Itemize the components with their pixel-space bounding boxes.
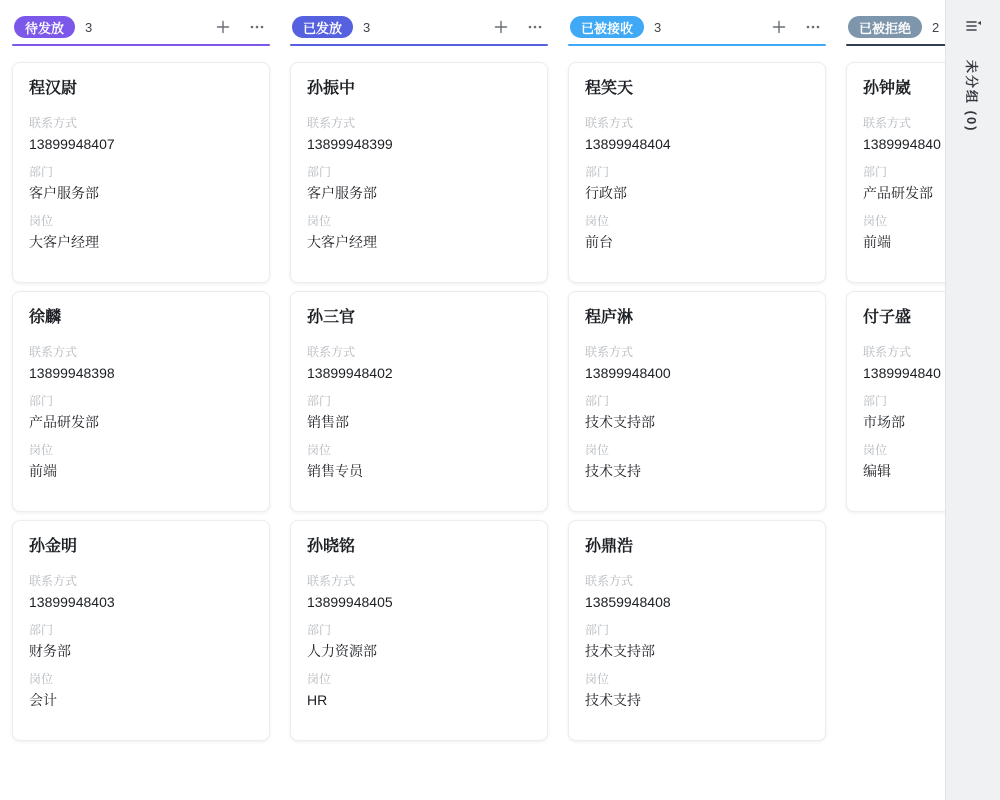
plus-icon (771, 19, 787, 35)
field-value-department: 客户服务部 (29, 185, 99, 201)
card-field-contact (585, 344, 809, 383)
field-label: 联系方式 (863, 345, 912, 359)
field-value-position: 技术支持 (585, 692, 641, 708)
field-value-position: 大客户经理 (307, 234, 377, 250)
card-field-position (307, 213, 531, 252)
field-label: 部门 (29, 623, 54, 637)
field-label: 部门 (863, 394, 888, 408)
field-value-contact: 13899948402 (307, 365, 393, 381)
card-field-position (307, 442, 531, 481)
ungrouped-panel (945, 0, 1000, 800)
kanban-column (290, 14, 548, 749)
field-label: 部门 (863, 165, 888, 179)
field-value-position: 前端 (863, 234, 891, 250)
field-label: 联系方式 (585, 574, 634, 588)
column-color-bar (568, 44, 826, 46)
kanban-card[interactable] (12, 520, 270, 741)
field-label: 岗位 (307, 672, 332, 686)
card-field-contact (307, 115, 531, 154)
card-field-contact (585, 573, 809, 612)
card-field-department (585, 164, 809, 203)
field-label: 岗位 (585, 443, 610, 457)
card-field-contact (29, 573, 253, 612)
field-value-department: 销售部 (307, 414, 349, 430)
column-more-button[interactable] (802, 16, 824, 38)
field-value-department: 技术支持部 (585, 643, 655, 659)
card-field-position (29, 442, 253, 481)
card-field-department (29, 393, 253, 432)
column-status-badge[interactable]: 已被接收 (570, 16, 644, 38)
column-header (12, 14, 270, 40)
field-value-position: 技术支持 (585, 463, 641, 479)
kanban-card[interactable] (12, 62, 270, 283)
field-label: 联系方式 (29, 574, 78, 588)
card-title: 程庐淋 (585, 309, 634, 326)
card-title: 付子盛 (863, 309, 912, 326)
card-field-position (585, 213, 809, 252)
ellipsis-icon (805, 19, 821, 35)
field-label: 岗位 (29, 443, 54, 457)
card-field-department (585, 393, 809, 432)
card-field-department (585, 622, 809, 661)
field-value-department: 客户服务部 (307, 185, 377, 201)
field-value-department: 产品研发部 (29, 414, 99, 430)
field-value-position: 会计 (29, 692, 57, 708)
field-value-department: 财务部 (29, 643, 71, 659)
field-value-department: 市场部 (863, 414, 905, 430)
column-card-count: 3 (654, 19, 662, 35)
column-status-badge[interactable]: 待发放 (14, 16, 75, 38)
card-field-department (29, 164, 253, 203)
field-label: 联系方式 (307, 574, 356, 588)
field-label: 岗位 (863, 214, 888, 228)
kanban-card[interactable] (568, 291, 826, 512)
field-value-position: 大客户经理 (29, 234, 99, 250)
card-field-position (29, 671, 253, 710)
add-card-button[interactable] (212, 16, 234, 38)
field-label: 部门 (585, 165, 610, 179)
card-field-position (307, 671, 531, 710)
field-label: 岗位 (585, 672, 610, 686)
field-label: 联系方式 (585, 345, 634, 359)
column-card-count: 3 (363, 19, 371, 35)
column-color-bar (12, 44, 270, 46)
card-title: 孙金明 (29, 538, 78, 555)
kanban-card[interactable] (12, 291, 270, 512)
field-label: 部门 (585, 394, 610, 408)
column-card-count: 3 (85, 19, 93, 35)
field-label: 联系方式 (307, 116, 356, 130)
plus-icon (493, 19, 509, 35)
field-label: 岗位 (307, 214, 332, 228)
field-value-department: 人力资源部 (307, 643, 377, 659)
field-label: 岗位 (29, 672, 54, 686)
kanban-card[interactable] (568, 62, 826, 283)
card-field-department (307, 393, 531, 432)
field-value-contact: 1389994840 (863, 365, 941, 381)
field-label: 部门 (29, 165, 54, 179)
kanban-column (12, 14, 270, 749)
column-cards (568, 62, 826, 741)
field-value-position: 前台 (585, 234, 613, 250)
field-value-position: 前端 (29, 463, 57, 479)
field-value-contact: 13899948399 (307, 136, 393, 152)
column-cards (290, 62, 548, 741)
field-value-contact: 13859948408 (585, 594, 671, 610)
column-header (290, 14, 548, 40)
field-value-position: HR (307, 692, 328, 708)
card-title: 徐麟 (29, 309, 62, 326)
card-title: 程汉尉 (29, 80, 78, 97)
card-field-position (585, 442, 809, 481)
field-value-department: 产品研发部 (863, 185, 933, 201)
field-value-position: 编辑 (863, 463, 891, 479)
field-label: 部门 (307, 165, 332, 179)
field-value-department: 行政部 (585, 185, 627, 201)
column-color-bar (290, 44, 548, 46)
ellipsis-icon (527, 19, 543, 35)
card-field-department (307, 164, 531, 203)
kanban-column (568, 14, 826, 749)
field-label: 联系方式 (307, 345, 356, 359)
card-field-department (29, 622, 253, 661)
column-status-badge[interactable]: 已发放 (292, 16, 353, 38)
card-title: 孙振中 (307, 80, 356, 97)
field-label: 部门 (585, 623, 610, 637)
field-value-contact: 13899948403 (29, 594, 115, 610)
ungrouped-label[interactable]: 未分组 (0) (964, 60, 979, 133)
field-value-department: 技术支持部 (585, 414, 655, 430)
card-field-contact (29, 115, 253, 154)
column-more-button[interactable] (524, 16, 546, 38)
card-field-contact (307, 344, 531, 383)
ellipsis-icon (249, 19, 265, 35)
field-label: 联系方式 (863, 116, 912, 130)
column-cards (12, 62, 270, 741)
add-card-button[interactable] (490, 16, 512, 38)
column-header (568, 14, 826, 40)
add-card-button[interactable] (768, 16, 790, 38)
column-more-button[interactable] (246, 16, 268, 38)
field-value-contact: 13899948400 (585, 365, 671, 381)
field-label: 联系方式 (585, 116, 634, 130)
field-label: 岗位 (863, 443, 888, 457)
field-label: 岗位 (585, 214, 610, 228)
kanban-card[interactable] (290, 291, 548, 512)
card-title: 孙鼎浩 (585, 538, 634, 555)
field-label: 联系方式 (29, 116, 78, 130)
kanban-card[interactable] (290, 62, 548, 283)
card-field-contact (307, 573, 531, 612)
field-label: 联系方式 (29, 345, 78, 359)
column-card-count: 2 (932, 19, 940, 35)
field-value-contact: 13899948404 (585, 136, 671, 152)
collapse-groups-icon (964, 17, 982, 35)
card-title: 程笑天 (585, 80, 634, 97)
card-field-position (29, 213, 253, 252)
field-value-contact: 1389994840 (863, 136, 941, 152)
field-label: 部门 (307, 623, 332, 637)
field-label: 部门 (307, 394, 332, 408)
card-title: 孙晓铭 (307, 538, 356, 555)
card-title: 孙钟崴 (863, 80, 912, 97)
card-title: 孙三官 (307, 309, 356, 326)
card-field-position (585, 671, 809, 710)
collapse-groups-button[interactable] (960, 14, 986, 40)
field-value-position: 销售专员 (307, 463, 363, 479)
field-label: 部门 (29, 394, 54, 408)
kanban-card[interactable] (290, 520, 548, 741)
field-value-contact: 13899948398 (29, 365, 115, 381)
kanban-card[interactable] (568, 520, 826, 741)
field-value-contact: 13899948407 (29, 136, 115, 152)
plus-icon (215, 19, 231, 35)
column-status-badge[interactable]: 已被拒绝 (848, 16, 922, 38)
field-label: 岗位 (29, 214, 54, 228)
card-field-department (307, 622, 531, 661)
field-value-contact: 13899948405 (307, 594, 393, 610)
card-field-contact (29, 344, 253, 383)
field-label: 岗位 (307, 443, 332, 457)
card-field-contact (585, 115, 809, 154)
